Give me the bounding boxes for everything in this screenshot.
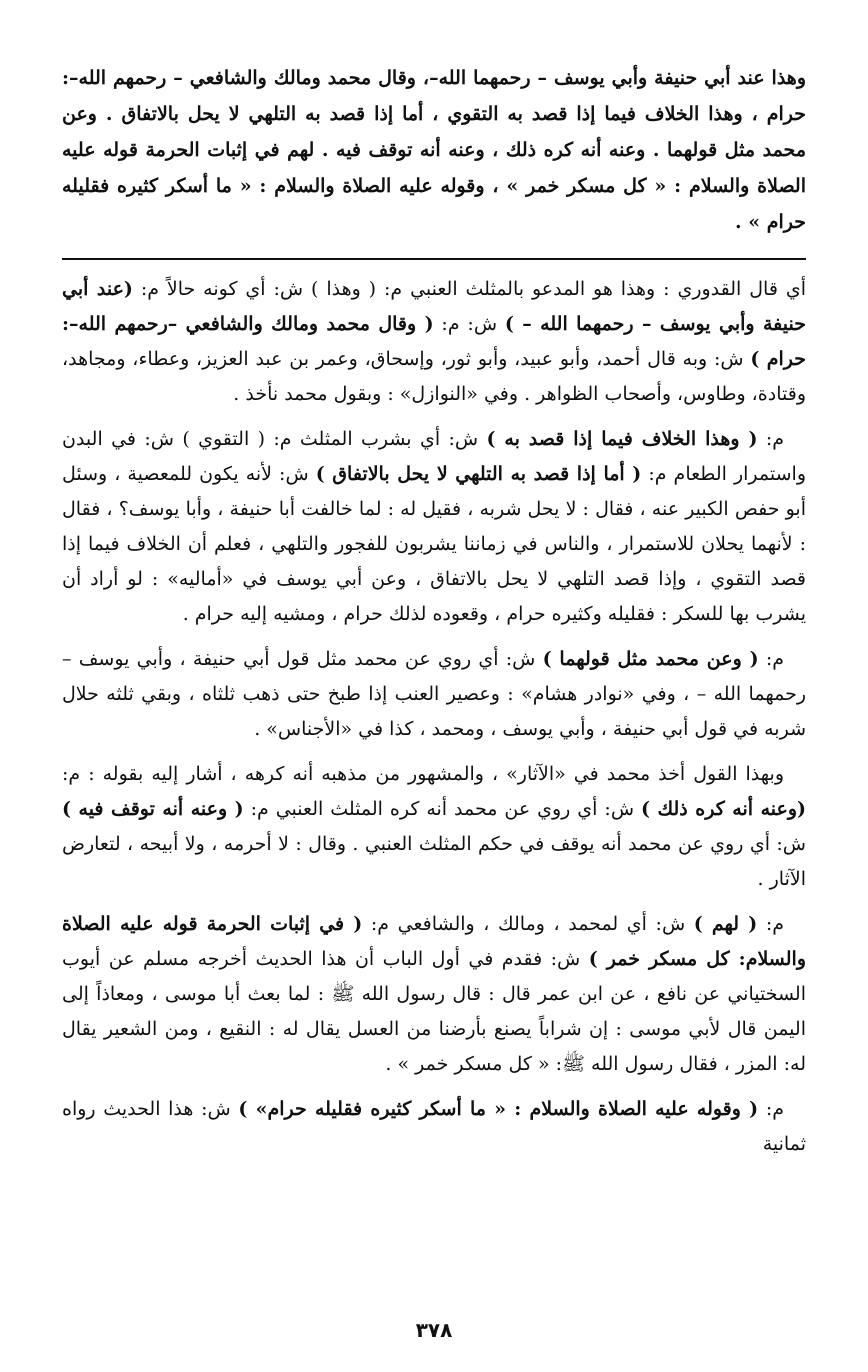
commentary-paragraph — [62, 1092, 806, 1162]
commentary-text: ش: هذا الحديث رواه ثمانية — [62, 1098, 806, 1155]
commentary-paragraph — [62, 642, 806, 747]
commentary-quote: ( وقوله عليه الصلاة والسلام : « ما أسكر كثيره فقليله حرام» ) — [238, 1098, 759, 1120]
commentary-text: ش: أي لمحمد ، ومالك ، والشافعي م: — [362, 913, 694, 935]
page-number: ٣٧٨ — [415, 1318, 453, 1342]
commentary-text: ش: م: — [433, 313, 505, 335]
commentary-quote: (وعنه أنه كره ذلك ) — [640, 798, 806, 820]
commentary-text: م: — [758, 648, 784, 670]
commentary-text: ش: لأنه يكون للمعصية ، وسئل أبو حفص الكبير عنه ، فقال : لا يحل شربه ، فقيل له : لما خالفت أبا حنيفة ، وأبا يوسف؟ ، فقال : لأنهما يحلان للاستمرار ، والناس في زماننا يشربون للفجور والتلهي ، فعلم أن الخلاف فيما إذا قصد التقوي ، وإذا قصد التلهي لا يحل بالاتفاق ، وعن أبي يوسف في «أماليه» : لو أراد أن يشرب بها للسكر : فقليله وكثيره حرام ، وقعوده لذلك حرام ، ومشيه إليه حرام . — [62, 463, 806, 625]
commentary-text: ش: وبه قال أحمد، وأبو عبيد، وأبو ثور، وإسحاق، وعمر بن عبد العزيز، وعطاء، ومجاهد، وقتادة، وطاوس، وأصحاب الظواهر . وفي «النوازل» : وبقول محمد نأخذ . — [62, 348, 806, 405]
commentary-quote: ( وهذا الخلاف فيما إذا قصد به ) — [486, 428, 758, 450]
commentary-text: وبهذا القول أخذ محمد في «الآثار» ، والمشهور من مذهبه أنه كرهه ، أشار إليه بقوله : م: — [62, 763, 784, 785]
commentary-quote: ( وعنه أنه توقف فيه ) — [62, 798, 244, 820]
commentary — [62, 272, 806, 1162]
commentary-text: م: — [757, 428, 784, 450]
commentary-paragraph — [62, 422, 806, 632]
commentary-quote: ( وقال محمد ومالك والشافعي –رحمهم الله–: حرام ) — [62, 313, 806, 370]
commentary-quote: ( أما إذا قصد به التلهي لا يحل بالاتفاق ) — [315, 463, 642, 485]
matn-text: وهذا عند أبي حنيفة وأبي يوسف – رحمهما الله–، وقال محمد ومالك والشافعي – رحمهم الله–: حرام ، وهذا الخلاف فيما إذا قصد به التقوي ، أما إذا قصد به التلهي لا يحل بالاتفاق . وعن محمد مثل قولهما . وعنه أنه كره ذلك ، وعنه أنه توقف فيه . لهم في إثبات الحرمة قوله عليه الصلاة والسلام : « كل مسكر خمر » ، وقوله عليه الصلاة والسلام : « ما أسكر كثيره فقليله حرام » . — [62, 67, 806, 233]
commentary-text: م: — [758, 1098, 784, 1120]
separator-line — [62, 258, 806, 260]
commentary-quote: (عند أبي حنيفة وأبي يوسف – رحمهما الله – ) — [62, 278, 806, 335]
commentary-paragraph — [62, 907, 806, 1082]
commentary-quote: ( في إثبات الحرمة قوله عليه الصلاة والسلام: كل مسكر خمر ) — [62, 913, 806, 970]
commentary-text: ش: أي بشرب المثلث م: ( التقوي ) ش: في البدن واستمرار الطعام م: — [62, 428, 807, 485]
commentary-paragraph — [62, 757, 806, 897]
commentary-text: أي قال القدوري : وهذا هو المدعو بالمثلث العنبي م: ( وهذا ) ش: أي كونه حالاً م: — [132, 278, 806, 300]
commentary-text: م: — [757, 913, 784, 935]
commentary-quote: ( وعن محمد مثل قولهما ) — [542, 648, 759, 670]
commentary-quote: ( لهم ) — [693, 913, 758, 935]
commentary-text: ش: فقدم في أول الباب أن هذا الحديث أخرجه مسلم عن أيوب السختياني عن نافع ، عن ابن عمر قال : قال رسول الله ﷺ : لما بعث أبا موسى ، ومعاذاً إلى اليمن قال لأبي موسى : إن شراباً يصنع بأرضنا من العسل يقال له : النقيع ، ومن الشعير يقال له: المزر ، فقال رسول الله ﷺ: « كل مسكر خمر » . — [62, 948, 806, 1075]
commentary-text: ش: أي روي عن محمد أنه كره المثلث العنبي م: — [243, 798, 641, 820]
commentary-text: ش: أي روي عن محمد أنه يوقف في حكم المثلث العنبي . وقال : لا أحرمه ، ولا أبيحه ، لتعارض الآثار . — [62, 833, 806, 890]
commentary-paragraph — [62, 272, 806, 412]
commentary-text: ش: أي روي عن محمد مثل قول أبي حنيفة ، وأبي يوسف – رحمهما الله – ، وفي «نوادر هشام» : وعصير العنب إذا طبخ حتى ذهب ثلثاه ، وبقي ثلثه حلال شربه في قول أبي حنيفة ، وأبي يوسف ، ومحمد ، كذا في «الأجناس» . — [62, 648, 806, 740]
